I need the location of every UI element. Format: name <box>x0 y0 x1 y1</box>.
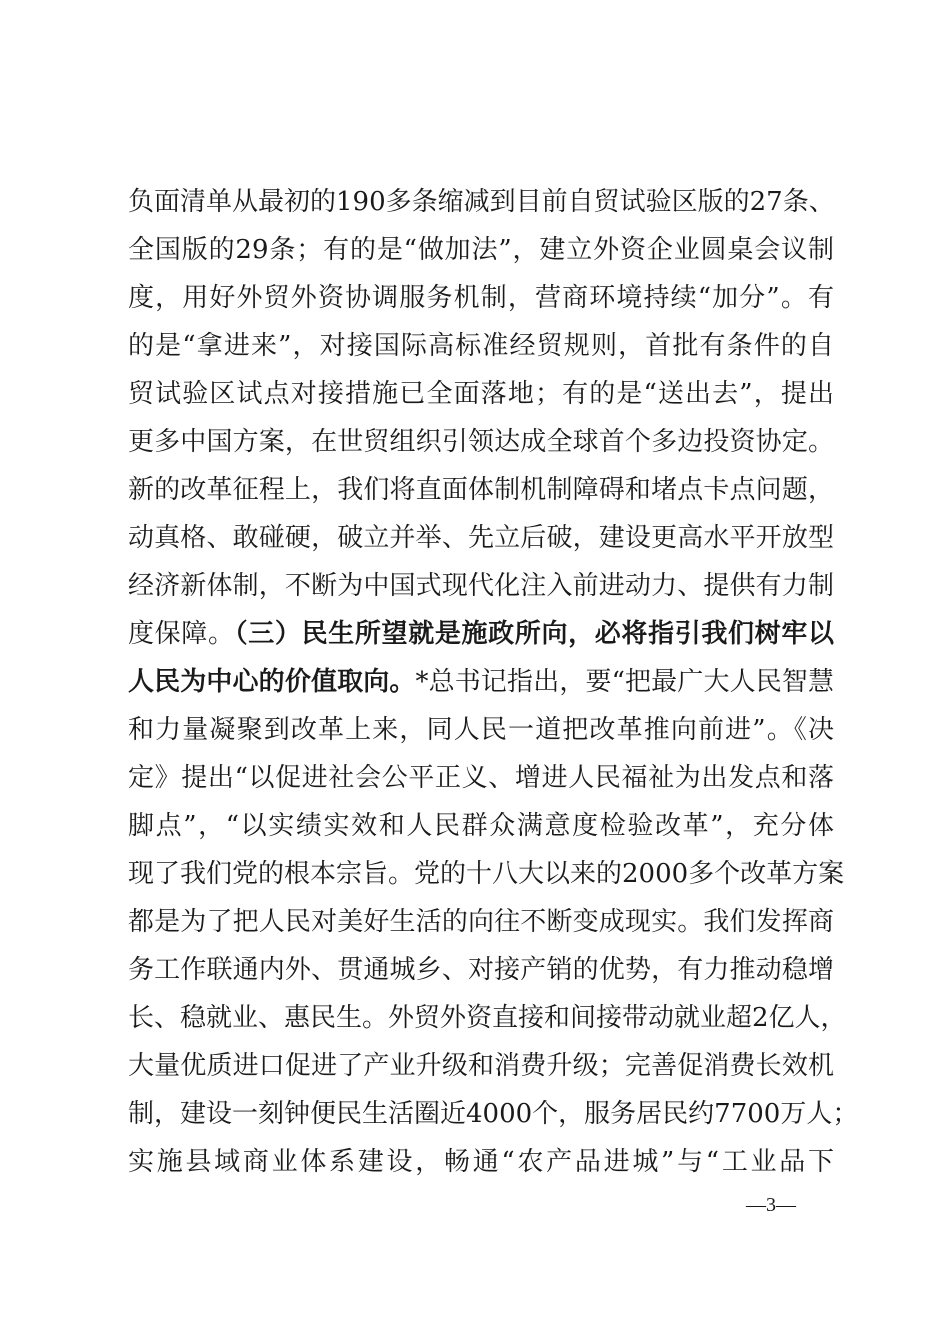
text-line: 全国版的29条；有的是“做加法”，建立外资企业圆桌会议制 <box>128 235 834 265</box>
line-tail: *总书记指出，要“把最广大人民智慧 <box>415 667 834 697</box>
text-line: 脚点”，“以实绩实效和人民群众满意度检验改革”，充分体 <box>128 811 834 841</box>
text-line: 更多中国方案，在世贸组织引领达成全球首个多边投资协定。 <box>128 427 834 457</box>
text-line: 实施县域商业体系建设，畅通“农产品进城”与“工业品下 <box>128 1147 834 1177</box>
text-line: 负面清单从最初的190多条缩减到目前自贸试验区版的27条、 <box>128 187 835 217</box>
body-text <box>128 178 859 1186</box>
page-number: —3— <box>746 1194 796 1216</box>
text-line: 定》提出“以促进社会公平正义、增进人民福祉为出发点和落 <box>128 763 834 793</box>
text-line: 度，用好外贸外资协调服务机制，营商环境持续“加分”。有 <box>128 283 834 313</box>
text-line: 都是为了把人民对美好生活的向往不断变成现实。我们发挥商 <box>128 907 834 937</box>
text-line-with-heading <box>128 610 834 658</box>
text-line-with-heading <box>128 658 834 706</box>
text-line: 贸试验区试点对接措施已全面落地；有的是“送出去”，提出 <box>128 379 834 409</box>
text-line: 现了我们党的根本宗旨。党的十八大以来的2000多个改革方案 <box>128 859 845 889</box>
text-line: 新的改革征程上，我们将直面体制机制障碍和堵点卡点问题， <box>128 475 834 505</box>
text-line: 经济新体制，不断为中国式现代化注入前进动力、提供有力制 <box>128 571 834 601</box>
section-heading-part2: 人民为中心的价值取向。 <box>128 667 416 697</box>
text-line: 务工作联通内外、贯通城乡、对接产销的优势，有力推动稳增 <box>128 955 834 985</box>
line-lead: 度保障。 <box>128 619 235 649</box>
text-line: 大量优质进口促进了产业升级和消费升级；完善促消费长效机 <box>128 1051 834 1081</box>
text-line: 的是“拿进来”，对接国际高标准经贸规则，首批有条件的自 <box>128 331 834 361</box>
text-line: 动真格、敢碰硬，破立并举、先立后破，建设更高水平开放型 <box>128 523 834 553</box>
text-line: 长、稳就业、惠民生。外贸外资直接和间接带动就业超2亿人， <box>128 1003 847 1033</box>
text-line: 制，建设一刻钟便民生活圈近4000个，服务居民约7700万人； <box>128 1099 859 1129</box>
text-line: 和力量凝聚到改革上来，同人民一道把改革推向前进”。《决 <box>128 715 834 745</box>
section-heading-part1: （三）民生所望就是施政所向，必将指引我们树牢以 <box>234 619 834 649</box>
